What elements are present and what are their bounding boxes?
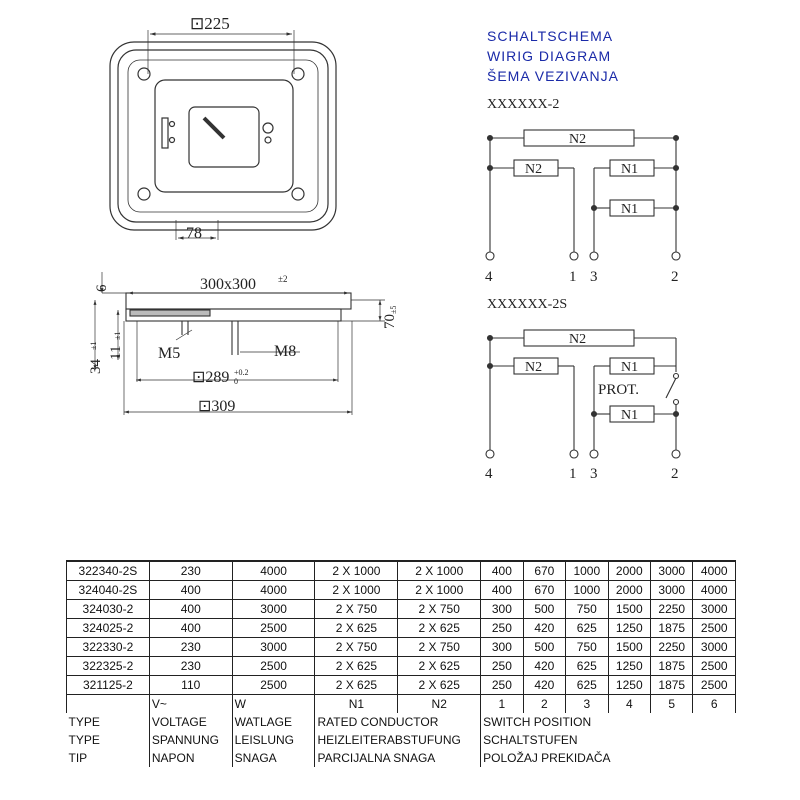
table-cell: 2500 bbox=[232, 676, 315, 695]
terminal-profile bbox=[130, 310, 210, 316]
dim-11-tol: ±1 bbox=[113, 331, 122, 340]
table-row bbox=[67, 600, 736, 619]
label-cell: POLOŽAJ PREKIDAČA bbox=[483, 751, 611, 765]
table-cell: 2 X 1000 bbox=[398, 561, 481, 581]
table-cell: 2 X 625 bbox=[398, 619, 481, 638]
table-cell: 2 X 1000 bbox=[315, 581, 398, 600]
table-cell: 324030-2 bbox=[67, 600, 150, 619]
table-cell: 625 bbox=[566, 619, 608, 638]
table-cell: 670 bbox=[523, 581, 565, 600]
terminal-pin bbox=[170, 122, 175, 127]
terminal-label: 1 bbox=[569, 269, 577, 285]
table-cell: 110 bbox=[149, 676, 232, 695]
title-line-1: SCHALTSCHEMA bbox=[487, 28, 614, 44]
label-cell: NAPON bbox=[149, 749, 232, 767]
table-cell: 250 bbox=[481, 657, 523, 676]
dim-225: ⊡225 bbox=[190, 14, 230, 33]
table-cell: 2500 bbox=[693, 676, 736, 695]
top-view bbox=[110, 30, 336, 240]
dim-300x300-tol: ±2 bbox=[278, 274, 288, 284]
element-label: N1 bbox=[621, 360, 639, 375]
dim-11: 11 bbox=[108, 345, 124, 360]
dim-289-tol-up: +0.2 bbox=[234, 368, 249, 377]
label-cell: SCHALTSTUFEN bbox=[483, 733, 578, 747]
table-cell: 2 X 625 bbox=[315, 676, 398, 695]
unit-cell: 6 bbox=[693, 695, 736, 714]
table-cell: 2 X 1000 bbox=[315, 561, 398, 581]
dim-70-tol: ±5 bbox=[389, 305, 398, 314]
dim-289: ⊡289 bbox=[192, 369, 230, 386]
table-row bbox=[67, 561, 736, 581]
label-cell: WATLAGE bbox=[232, 713, 315, 731]
table-cell: 4000 bbox=[693, 581, 736, 600]
prot-contact bbox=[674, 374, 679, 379]
terminal-1 bbox=[570, 252, 578, 260]
table-cell: 3000 bbox=[651, 581, 693, 600]
table-cell: 2500 bbox=[232, 657, 315, 676]
table-cell: 400 bbox=[481, 581, 523, 600]
table-cell: 750 bbox=[566, 638, 608, 657]
model-label-1: XXXXXX-2 bbox=[487, 97, 560, 112]
table-cell: 3000 bbox=[232, 600, 315, 619]
terminal-label: 4 bbox=[485, 466, 493, 482]
table-cell: 1000 bbox=[566, 561, 608, 581]
table-cell: 1875 bbox=[651, 619, 693, 638]
model-label-2: XXXXXX-2S bbox=[487, 297, 568, 312]
table-cell: 1500 bbox=[608, 600, 650, 619]
table-cell: 420 bbox=[523, 676, 565, 695]
unit-cell: N1 bbox=[315, 695, 398, 714]
unit-cell: V~ bbox=[149, 695, 232, 714]
table-cell: 4000 bbox=[232, 561, 315, 581]
table-cell: 300 bbox=[481, 638, 523, 657]
table-cell: 2 X 625 bbox=[315, 657, 398, 676]
terminal-label: 3 bbox=[590, 466, 598, 482]
terminal-label: 4 bbox=[485, 269, 493, 285]
title-line-3: ŠEMA VEZIVANJA bbox=[487, 68, 619, 84]
unit-cell: N2 bbox=[398, 695, 481, 714]
unit-cell: 1 bbox=[481, 695, 523, 714]
table-cell: 400 bbox=[481, 561, 523, 581]
table-cell: 400 bbox=[149, 600, 232, 619]
label-row bbox=[67, 731, 736, 749]
table-cell: 2500 bbox=[232, 619, 315, 638]
terminal-label: 3 bbox=[590, 269, 598, 285]
table-cell: 1500 bbox=[608, 638, 650, 657]
terminal-2 bbox=[672, 252, 680, 260]
label-row bbox=[67, 749, 736, 767]
label-cell: RATED CONDUCTOR bbox=[315, 713, 481, 731]
element-label: N2 bbox=[569, 132, 587, 147]
label-cell: HEIZLEITERABSTUFUNG bbox=[315, 731, 481, 749]
table-row bbox=[67, 638, 736, 657]
table-cell: 4000 bbox=[232, 581, 315, 600]
dim-309: ⊡309 bbox=[198, 398, 236, 415]
table-cell: 324040-2S bbox=[67, 581, 150, 600]
thermal-protector bbox=[263, 123, 273, 133]
label-cell: SWITCH POSITION bbox=[483, 715, 592, 729]
terminal-pin bbox=[170, 138, 175, 143]
terminal-pin bbox=[265, 137, 271, 143]
table-cell: 2000 bbox=[608, 581, 650, 600]
plate-profile bbox=[126, 293, 351, 309]
table-row bbox=[67, 581, 736, 600]
table-cell: 2000 bbox=[608, 561, 650, 581]
table-cell: 230 bbox=[149, 561, 232, 581]
table-cell: 2500 bbox=[693, 619, 736, 638]
table-cell: 2 X 750 bbox=[398, 638, 481, 657]
table-cell: 2 X 625 bbox=[315, 619, 398, 638]
table-cell: 2 X 750 bbox=[315, 638, 398, 657]
table-cell: 300 bbox=[481, 600, 523, 619]
label-cell: PARCIJALNA SNAGA bbox=[315, 749, 481, 767]
table-cell: 4000 bbox=[693, 561, 736, 581]
unit-cell bbox=[67, 695, 150, 714]
prot-label: PROT. bbox=[598, 382, 639, 398]
terminal-4 bbox=[486, 450, 494, 458]
table-cell: 670 bbox=[523, 561, 565, 581]
unit-cell: 4 bbox=[608, 695, 650, 714]
dim-34: 34 bbox=[88, 359, 104, 374]
element-label: N2 bbox=[569, 332, 587, 347]
prot-contact bbox=[674, 400, 679, 405]
wiring-diagram-1 bbox=[486, 130, 680, 260]
element-label: N1 bbox=[621, 202, 639, 217]
terminal-1 bbox=[570, 450, 578, 458]
table-cell: 2500 bbox=[693, 657, 736, 676]
terminal-3 bbox=[590, 450, 598, 458]
spec-table bbox=[66, 560, 736, 767]
table-cell: 250 bbox=[481, 619, 523, 638]
dim-6: 6 bbox=[94, 284, 110, 292]
label-row bbox=[67, 713, 736, 731]
table-cell: 3000 bbox=[651, 561, 693, 581]
table-cell: 2250 bbox=[651, 638, 693, 657]
label-cell: SNAGA bbox=[232, 749, 315, 767]
table-cell: 322330-2 bbox=[67, 638, 150, 657]
table-cell: 1000 bbox=[566, 581, 608, 600]
terminal-4 bbox=[486, 252, 494, 260]
terminal-2 bbox=[672, 450, 680, 458]
element-label: N1 bbox=[621, 162, 639, 177]
terminal-label: 2 bbox=[671, 466, 679, 482]
table-cell: 3000 bbox=[693, 600, 736, 619]
label-cell: TIP bbox=[67, 749, 150, 767]
element-label: N2 bbox=[525, 162, 543, 177]
table-row bbox=[67, 619, 736, 638]
table-cell: 2 X 1000 bbox=[398, 581, 481, 600]
table-cell: 1250 bbox=[608, 657, 650, 676]
table-cell: 1250 bbox=[608, 619, 650, 638]
table-cell: 750 bbox=[566, 600, 608, 619]
mount-hole bbox=[292, 188, 304, 200]
unit-cell: W bbox=[232, 695, 315, 714]
unit-cell: 5 bbox=[651, 695, 693, 714]
units-row bbox=[67, 695, 736, 714]
dim-289-tol-down: 0 bbox=[234, 377, 238, 386]
unit-cell: 3 bbox=[566, 695, 608, 714]
dim-300x300: 300x300 bbox=[200, 276, 256, 293]
table-cell: 1875 bbox=[651, 676, 693, 695]
table-cell: 2 X 750 bbox=[315, 600, 398, 619]
table-cell: 2 X 625 bbox=[398, 657, 481, 676]
table-cell: 420 bbox=[523, 657, 565, 676]
wiring-diagram-2 bbox=[486, 330, 680, 458]
table-cell: 400 bbox=[149, 581, 232, 600]
table-cell: 625 bbox=[566, 657, 608, 676]
unit-cell: 2 bbox=[523, 695, 565, 714]
title-line-2: WIRIG DIAGRAM bbox=[487, 48, 612, 64]
mount-hole bbox=[138, 188, 150, 200]
label-m5: M5 bbox=[158, 345, 181, 362]
terminal-3 bbox=[590, 252, 598, 260]
table-cell: 1250 bbox=[608, 676, 650, 695]
table-cell: 500 bbox=[523, 600, 565, 619]
table-cell: 324025-2 bbox=[67, 619, 150, 638]
dim-70: 70 bbox=[382, 314, 398, 329]
table-row bbox=[67, 657, 736, 676]
dim-34-tol: ±1 bbox=[89, 341, 98, 350]
prot-switch bbox=[666, 378, 676, 398]
table-cell: 3000 bbox=[232, 638, 315, 657]
table-cell: 625 bbox=[566, 676, 608, 695]
element-label: N2 bbox=[525, 360, 543, 375]
table-cell: 2250 bbox=[651, 600, 693, 619]
table-cell: 322340-2S bbox=[67, 561, 150, 581]
label-cell: TYPE bbox=[67, 713, 150, 731]
side-view bbox=[95, 272, 385, 415]
table-cell: 400 bbox=[149, 619, 232, 638]
terminal-label: 1 bbox=[569, 466, 577, 482]
label-cell: TYPE bbox=[67, 731, 150, 749]
table-cell: 2 X 750 bbox=[398, 600, 481, 619]
element-label: N1 bbox=[621, 408, 639, 423]
table-cell: 322325-2 bbox=[67, 657, 150, 676]
table-cell: 230 bbox=[149, 657, 232, 676]
table-cell: 230 bbox=[149, 638, 232, 657]
table-cell: 2 X 625 bbox=[398, 676, 481, 695]
table-cell: 321125-2 bbox=[67, 676, 150, 695]
label-cell: VOLTAGE bbox=[149, 713, 232, 731]
table-cell: 1875 bbox=[651, 657, 693, 676]
label-m8: M8 bbox=[274, 343, 297, 360]
label-cell: LEISLUNG bbox=[232, 731, 315, 749]
element-link bbox=[204, 118, 224, 138]
dim-78: 78 bbox=[186, 225, 202, 242]
table-cell: 3000 bbox=[693, 638, 736, 657]
terminal-left bbox=[162, 118, 168, 148]
terminal-label: 2 bbox=[671, 269, 679, 285]
table-row bbox=[67, 676, 736, 695]
table-cell: 420 bbox=[523, 619, 565, 638]
table-cell: 500 bbox=[523, 638, 565, 657]
table-cell: 250 bbox=[481, 676, 523, 695]
label-cell: SPANNUNG bbox=[149, 731, 232, 749]
